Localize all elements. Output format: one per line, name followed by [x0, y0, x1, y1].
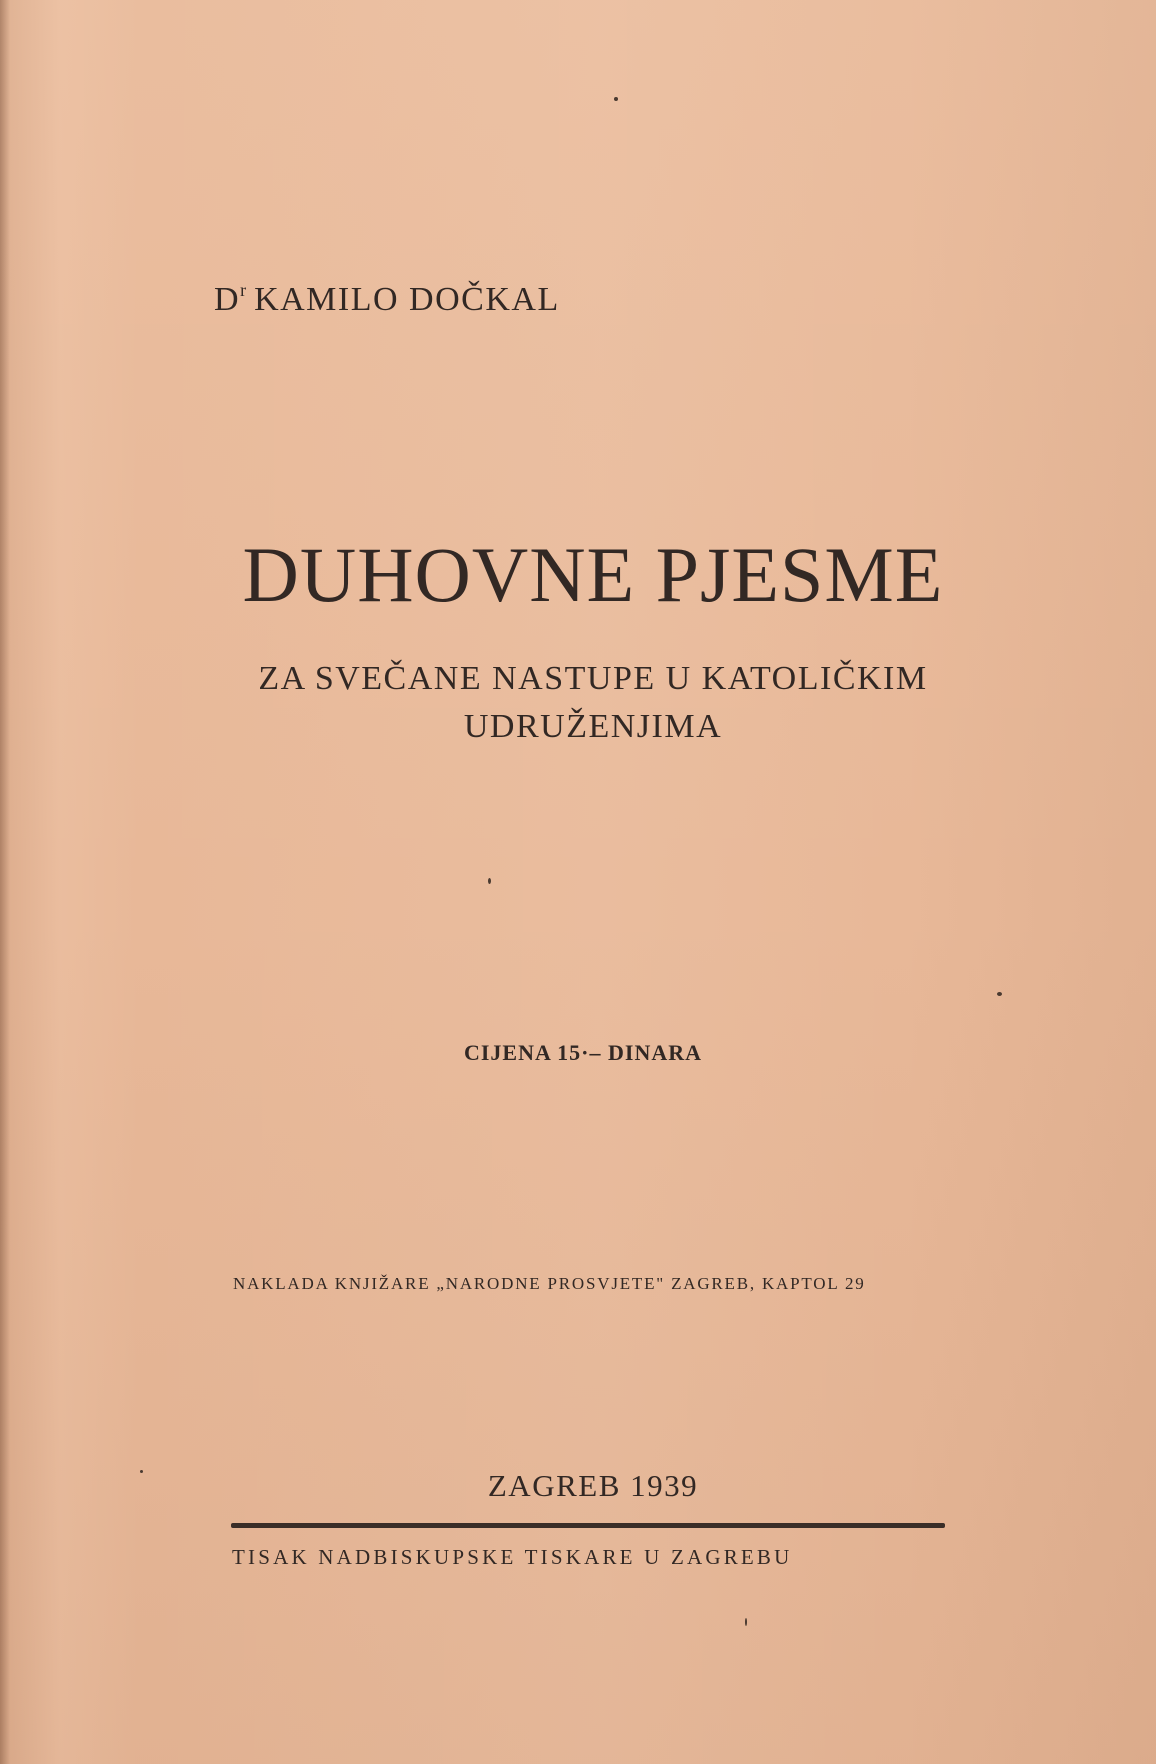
author-prefix: D [214, 281, 241, 318]
price-line: CIJENA 15·– DINARA [463, 1040, 703, 1065]
author-prefix-superscript: r [240, 280, 247, 300]
subtitle-line-1: ZA SVEČANE NASTUPE U KATOLIČKIM [258, 660, 928, 697]
divider-rule [231, 1523, 945, 1528]
paper-speck [614, 97, 618, 101]
author-line [214, 280, 560, 319]
place-and-year: ZAGREB 1939 [487, 1468, 699, 1503]
author-name: KAMILO DOČKAL [254, 281, 560, 318]
printer-line: TISAK NADBISKUPSKE TISKARE U ZAGREBU [232, 1545, 793, 1569]
paper-speck [997, 992, 1002, 996]
subtitle-line-2: UDRUŽENJIMA [463, 708, 723, 745]
paper-speck [745, 1618, 747, 1626]
paper-speck [140, 1470, 143, 1473]
paper-speck [488, 878, 491, 884]
book-title: DUHOVNE PJESME [242, 531, 944, 618]
publisher-line: NAKLADA KNJIŽARE „NARODNE PROSVJETE" ZAGREB, KAPTOL 29 [233, 1274, 866, 1293]
